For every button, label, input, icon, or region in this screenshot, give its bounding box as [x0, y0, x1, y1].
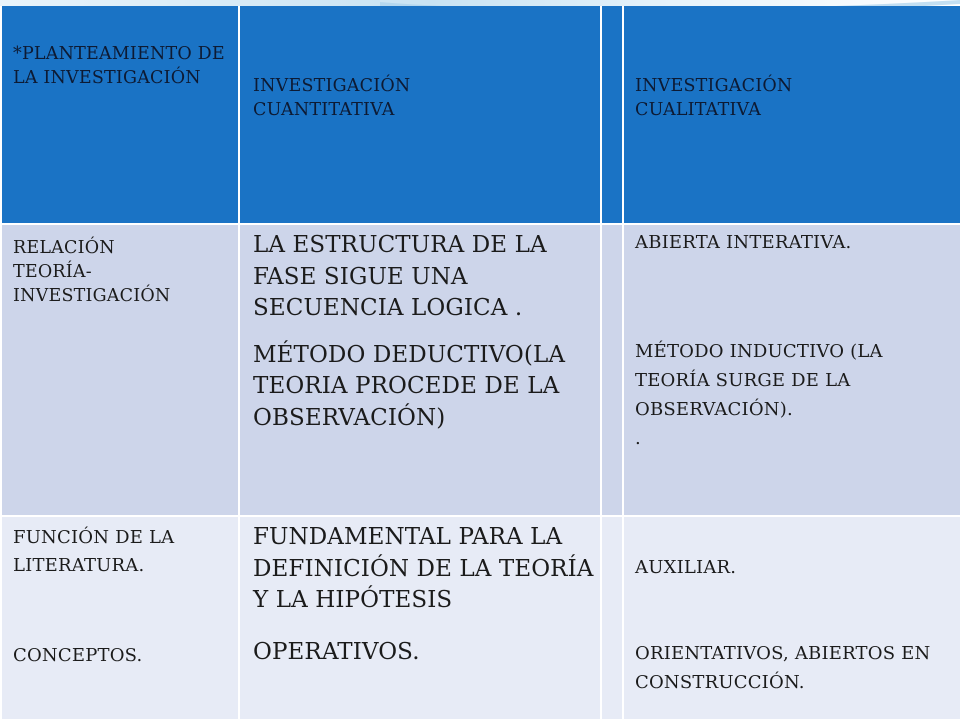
qual-dot-text: . [635, 428, 641, 449]
header-cualitativa-text: INVESTIGACIÓN CUALITATIVA [635, 76, 793, 120]
qual-auxiliar-text: AUXILIAR. [635, 557, 737, 578]
quant-operativos-text: OPERATIVOS. [253, 638, 420, 665]
header-cell-cuantitativa [239, 6, 601, 224]
table-header-row [1, 6, 960, 224]
header-cell-planteamiento [1, 6, 239, 224]
qual-orientativos-text: ORIENTATIVOS, ABIERTOS EN CONSTRUCCIÓN. [635, 643, 931, 693]
qual-abierta-text: ABIERTA INTERATIVA. [635, 232, 852, 253]
quant-metodo-deductivo-text: MÉTODO DEDUCTIVO(LA TEORIA PROCEDE DE LA OBSERVACIÓN) [253, 341, 566, 431]
qual-cell-relacion [623, 224, 960, 516]
qual-cell-funcion [623, 516, 960, 720]
row-label-relacion: RELACIÓN TEORÍA-INVESTIGACIÓN [13, 238, 171, 306]
table-row-relacion [1, 224, 960, 516]
comparison-table [0, 6, 960, 721]
spacer-cell [601, 516, 623, 720]
row-label-cell [1, 516, 239, 720]
header-planteamiento-text: *PLANTEAMIENTO DE LA INVESTIGACIÓN [13, 44, 225, 88]
qual-metodo-inductivo-text: MÉTODO INDUCTIVO (LA TEORÍA SURGE DE LA OBSERVACIÓN). [635, 341, 883, 420]
header-cell-spacer [601, 6, 623, 224]
header-cell-cualitativa [623, 6, 960, 224]
row-label-funcion: FUNCIÓN DE LA LITERATURA. [13, 527, 175, 576]
quant-cell-funcion [239, 516, 601, 720]
table-row-funcion [1, 516, 960, 720]
spacer-cell [601, 224, 623, 516]
quant-cell-relacion [239, 224, 601, 516]
row-label-conceptos: CONCEPTOS. [13, 645, 143, 666]
header-cuantitativa-text: INVESTIGACIÓN CUANTITATIVA [253, 76, 411, 120]
row-label-cell [1, 224, 239, 516]
quant-fundamental-text: FUNDAMENTAL PARA LA DEFINICIÓN DE LA TEORÍA Y LA HIPÓTESIS [253, 524, 594, 613]
quant-estructura-text: LA ESTRUCTURA DE LA FASE SIGUE UNA SECUENCIA LOGICA . [253, 232, 547, 321]
